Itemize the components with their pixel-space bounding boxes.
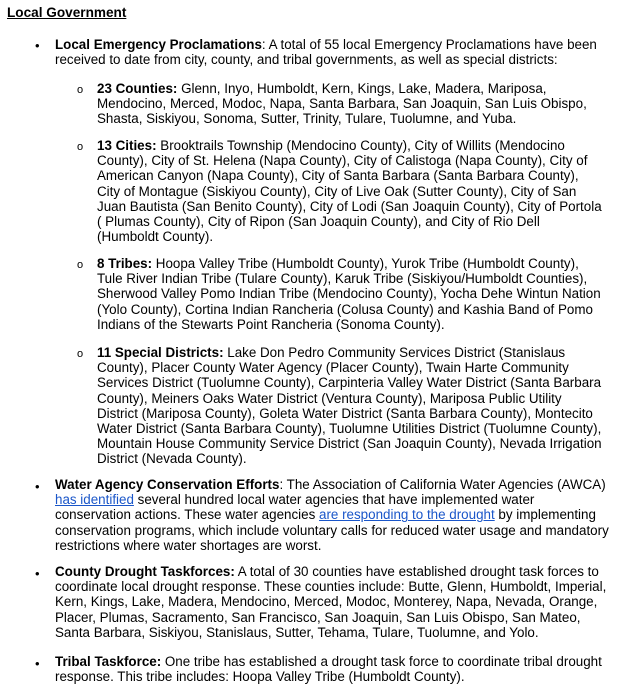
proclamations-label: Local Emergency Proclamations bbox=[55, 37, 262, 52]
water-label: Water Agency Conservation Efforts bbox=[55, 477, 280, 492]
cities-label: 13 Cities: bbox=[97, 138, 157, 153]
tribal-paragraph bbox=[55, 654, 610, 684]
special-districts-label: 11 Special Districts: bbox=[97, 345, 224, 360]
cities-text: Brooktrails Township (Mendocino County), City of Willits (Mendocino County), City of St. Helena (Napa County), City of Calistoga (Napa County), City of American Canyon (Napa County), City of Santa Barbara (Santa Barbara County), City of Montague (Siskiyou County), City of Live Oak (Sutter County), City of San Juan Bautista (San Benito County), City of Lodi (San Joaquin County), City of Portola ( Plumas County), City of Ripon (San Joaquin County), and City of Rio Dell (Humboldt County). bbox=[97, 138, 602, 245]
bullet-icon: • bbox=[35, 38, 40, 53]
water-text-1: : The Association of California Water Agencies (AWCA) bbox=[279, 477, 606, 492]
counties-label: 23 Counties: bbox=[97, 81, 178, 96]
bullet-icon: • bbox=[35, 656, 40, 671]
water-paragraph bbox=[55, 477, 610, 553]
water-text-3: by implementing conservation programs, which include voluntary calls for reduced water usage and mandatory restrictions where water shortages are worst. bbox=[55, 507, 609, 553]
proclamations-text: : A total of 55 local Emergency Proclamations have been received to date from city, county, and tribal governments, as well as special districts: bbox=[55, 37, 597, 68]
tribal-text: One tribe has established a drought task force to coordinate tribal drought response. This tribe includes: Hoopa Valley Tribe (Humboldt County). bbox=[55, 654, 602, 685]
section-heading: Local Government bbox=[7, 5, 127, 20]
tribes-label: 8 Tribes: bbox=[97, 256, 153, 271]
proclamations-paragraph bbox=[55, 37, 610, 67]
bullet-icon: • bbox=[35, 566, 40, 581]
county-label: County Drought Taskforces: bbox=[55, 564, 235, 579]
bullet-icon: • bbox=[35, 479, 40, 494]
cities-item bbox=[97, 138, 605, 244]
special-districts-text: Lake Don Pedro Community Services District (Stanislaus County), Placer County Water Agency (Placer County), Twain Harte Community Services District (Tuolumne County), Carpinteria Valley Water District (Santa Barbara County), Meiners Oaks Water District (Ventura County), Mariposa Public Utility District (Mariposa County), Goleta Water District (Santa Barbara County), Montecito Water District (Santa Barbara County), Tuolumne Utilities District (Tuolumne County), Mountain House Community Service District (San Joaquin County), Nevada Irrigation District (Nevada County). bbox=[97, 345, 602, 467]
special-districts-item bbox=[97, 345, 605, 467]
sub-bullet-icon: o bbox=[77, 84, 84, 96]
has-identified-link[interactable]: has identified bbox=[55, 492, 134, 508]
sub-bullet-icon: o bbox=[77, 141, 84, 153]
tribes-text: Hoopa Valley Tribe (Humboldt County), Yurok Tribe (Humboldt County), Tule River Indian Tribe (Tulare County), Karuk Tribe (Siskiyou/Humboldt Counties), Sherwood Valley Pomo Indian Tribe (Mendocino County), Yocha Dehe Wintun Nation (Yolo County), Cortina Indian Rancheria (Colusa County) and Kashia Band of Pomo Indians of the Stewarts Point Rancheria (Sonoma County). bbox=[97, 256, 601, 332]
tribal-label: Tribal Taskforce: bbox=[55, 654, 162, 669]
sub-bullet-icon: o bbox=[77, 259, 84, 271]
county-text: A total of 30 counties have established drought task forces to coordinate local drought response. These counties include: Butte, Glenn, Humboldt, Imperial, Kern, Kings, Lake, Madera, Mendocino, Merced, Modoc, Monterey, Napa, Nevada, Orange, Placer, Plumas, Sacramento, San Francisco, San Joaquin, San Luis Obispo, San Mateo, Santa Barbara, Siskiyou, Stanislaus, Sutter, Tehama, Tulare, Tuolumne, and Yolo. bbox=[55, 564, 607, 640]
county-paragraph bbox=[55, 564, 610, 640]
counties-item bbox=[97, 81, 605, 127]
responding-to-drought-link[interactable]: are responding to the drought bbox=[319, 507, 495, 523]
sub-bullet-icon: o bbox=[77, 348, 84, 360]
water-text-2: several hundred local water agencies that have implemented water conservation actions. These water agencies bbox=[55, 492, 535, 523]
tribes-item bbox=[97, 256, 605, 332]
counties-text: Glenn, Inyo, Humboldt, Kern, Kings, Lake, Madera, Mariposa, Mendocino, Merced, Modoc, Napa, Santa Barbara, San Joaquin, San Luis Obispo, Shasta, Siskiyou, Sonoma, Sutter, Trinity, Tulare, Tuolumne, and Yuba. bbox=[97, 81, 587, 127]
